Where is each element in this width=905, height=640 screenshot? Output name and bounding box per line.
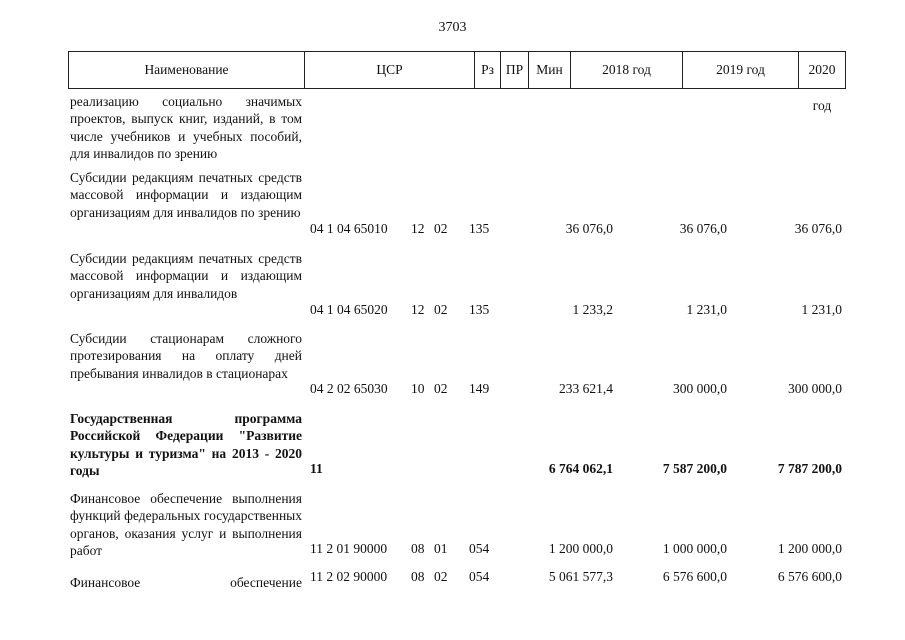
table-cell-rz: 12 bbox=[411, 302, 425, 317]
table-cell-2018: 233 621,4 bbox=[559, 381, 613, 396]
table-cell-2019: 7 587 200,0 bbox=[662, 461, 727, 476]
table-row-name: Субсидии редакциям печатных средств массовой информации и издающим организациям для инвалидов bbox=[70, 251, 302, 301]
table-cell-csr: 11 bbox=[310, 461, 323, 476]
table-cell-2020: 1 200 000,0 bbox=[777, 541, 842, 556]
table-cell-2019: 36 076,0 bbox=[679, 221, 727, 236]
table-cell-min: 135 bbox=[469, 302, 490, 317]
page-number: 3703 bbox=[438, 20, 467, 35]
table-row-name: Субсидии редакциям печатных средств массовой информации и издающим организациям для инвалидов по зрению bbox=[70, 170, 302, 220]
table-cell-2019: 1 000 000,0 bbox=[662, 541, 727, 556]
table-cell-2020: 6 576 600,0 bbox=[777, 569, 842, 584]
table-cell-csr: 04 1 04 65010 bbox=[310, 221, 388, 236]
table-cell-rz: 10 bbox=[411, 381, 425, 396]
table-row-name: Финансовое обеспечение bbox=[70, 575, 302, 590]
header-pr: ПР bbox=[500, 52, 528, 88]
table-cell-2020: 300 000,0 bbox=[788, 381, 842, 396]
table-cell-min: 149 bbox=[469, 381, 490, 396]
header-csr: ЦСР bbox=[304, 52, 474, 88]
header-2020: 2020 год bbox=[798, 52, 845, 88]
table-cell-min: 054 bbox=[469, 569, 490, 584]
table-cell-csr: 04 2 02 65030 bbox=[310, 381, 388, 396]
table-cell-rz: 08 bbox=[411, 541, 425, 556]
header-2019: 2019 год bbox=[682, 52, 798, 88]
table-cell-2018: 1 233,2 bbox=[572, 302, 613, 317]
header-rz: Рз bbox=[474, 52, 500, 88]
table-row-name: Финансовое обеспечение выполнения функций федеральных государственных органов, оказания услуг и выполнения работ bbox=[70, 491, 302, 558]
table-cell-csr: 11 2 01 90000 bbox=[310, 541, 388, 556]
table-row-name: Субсидии стационарам сложного протезирования на оплату дней пребывания инвалидов в стационарах bbox=[70, 331, 302, 381]
table-cell-csr: 11 2 02 90000 bbox=[310, 569, 388, 584]
table-cell-2020: 7 787 200,0 bbox=[777, 461, 842, 476]
table-cell-2018: 1 200 000,0 bbox=[548, 541, 613, 556]
table-cell-2018: 6 764 062,1 bbox=[548, 461, 613, 476]
table-cell-2019: 300 000,0 bbox=[673, 381, 727, 396]
table-row-name: Государственная программа Российской Федерации "Развитие культуры и туризма" на 2013 - 2020 годы bbox=[70, 411, 302, 478]
table-row-name: реализацию социально значимых проектов, выпуск книг, изданий, в том числе учебников и учебных пособий, для инвалидов по зрению bbox=[70, 94, 302, 161]
table-cell-rz: 12 bbox=[411, 221, 425, 236]
table-cell-min: 135 bbox=[469, 221, 490, 236]
header-name: Наименование bbox=[144, 62, 229, 77]
table-cell-2018: 5 061 577,3 bbox=[548, 569, 613, 584]
table-cell-pr: 02 bbox=[434, 569, 448, 584]
table-cell-2020: 1 231,0 bbox=[801, 302, 842, 317]
table-header bbox=[68, 51, 846, 113]
table-cell-rz: 08 bbox=[411, 569, 425, 584]
table-cell-pr: 02 bbox=[434, 221, 448, 236]
table-cell-2019: 1 231,0 bbox=[686, 302, 727, 317]
header-min: Мин bbox=[528, 52, 570, 88]
table-cell-pr: 02 bbox=[434, 381, 448, 396]
table-cell-2018: 36 076,0 bbox=[565, 221, 613, 236]
header-2018: 2018 год bbox=[570, 52, 682, 88]
table-cell-pr: 02 bbox=[434, 302, 448, 317]
table-cell-2019: 6 576 600,0 bbox=[662, 569, 727, 584]
table-cell-csr: 04 1 04 65020 bbox=[310, 302, 388, 317]
table-cell-min: 054 bbox=[469, 541, 490, 556]
table-cell-2020: 36 076,0 bbox=[794, 221, 842, 236]
table-cell-pr: 01 bbox=[434, 541, 448, 556]
